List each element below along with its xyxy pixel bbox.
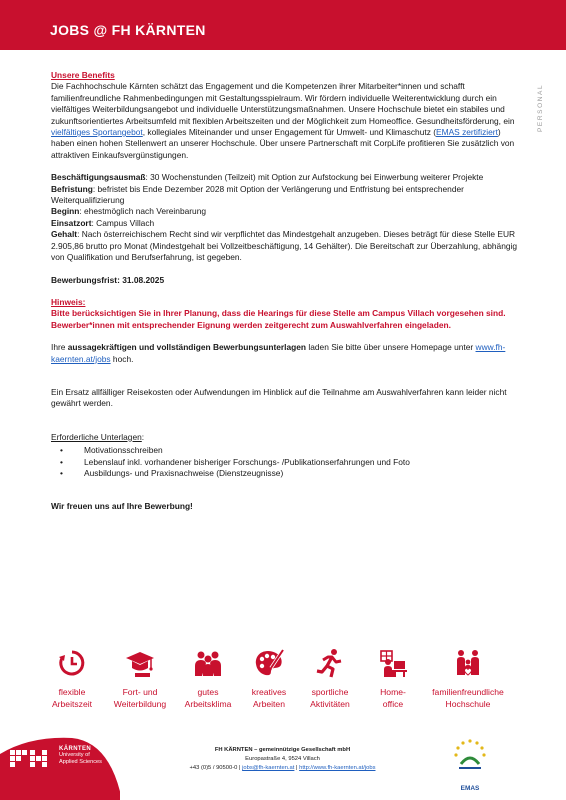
benefits-paragraph: Die Fachhochschule Kärnten schätzt das Engagement und die Kompetenzen ihrer Mitarbeiter*innen und schafft familienfreundliche Rahmenbedingungen mit Gestaltungsspielraum. Wir fördern individuelle Weiterentwicklung durch ein vielfältiges Weiterbildungsangebot und individuelle Unterstützungsmaßnahmen. Unsere Hochschule bietet ein stabiles und zukunftsorientiertes Arbeitsumfeld mit flexiblen Arbeitszeiten und der Möglichkeit zum Homeoffice. Gesundheitsförderung, ein vielfältiges Sportangebot, kollegiales Miteinander und unser Engagement für Umwelt- und Klimaschutz (EMAS zertifiziert) haben einen hohen Stellenwert an unserer Hochschule. Über unsere Partnerschaft mit CorpLife profitieren Sie zusätzlich von attraktiven Einkaufsvergünstigungen. [51,81,515,160]
benefits-heading: Unsere Benefits [51,70,115,80]
costs-note: Ein Ersatz allfälliger Reisekosten oder Aufwendungen im Hinblick auf die Teilnahme am Auswahlverfahren kann leider nicht gewährt werden. [51,386,507,409]
detail-row: Einsatzort: Campus Villach [51,217,155,228]
team-icon [193,648,223,678]
fh-logo-shape [0,734,120,800]
family-icon [453,648,483,678]
graduation-cap-icon [125,648,155,678]
closing-line: Wir freuen uns auf Ihre Bewerbung! [51,501,193,512]
clock-icon [57,648,87,678]
list-item: • Ausbildungs- und Praxisnachweise (Dienstzeugnisse) [51,468,521,479]
page-title: JOBS @ FH KÄRNTEN [50,22,206,38]
benefit-arbeitsklima: gutes Arbeitsklima [168,648,248,710]
sport-link[interactable]: vielfältiges Sportangebot [51,127,143,138]
detail-row: Gehalt: Nach österreichischem Recht sind wir verpflichtet das Mindestgehalt anzugeben. Dieses beträgt für diese Stelle EUR 2.905,86 brutto pro Monat (Mindestgehalt bei Vollzeitbeschäftigung, 14 Gehälter). Die Bereitschaft zur Überzahlung, abhängig von Qualifikation und Berufserfahrung, ist gegeben. [51,229,518,263]
benefit-homeoffice: Home- office [353,648,433,710]
detail-row: Beginn: ehestmöglich nach Vereinbarung [51,206,207,217]
benefit-familie: familienfreundliche Hochschule [418,648,518,710]
list-item: • Lebenslauf inkl. vorhandener bisheriger Forschungs- /Publikationserfahrungen und Foto [51,457,521,468]
benefit-flexible: flexible Arbeitszeit [32,648,112,710]
emas-badge: EMAS [450,738,490,795]
palette-icon [254,648,284,678]
benefit-weiterbildung: Fort- und Weiterbildung [100,648,180,710]
home-office-icon [378,648,408,678]
benefit-icons-row [40,648,530,720]
benefit-sport: sportliche Aktivitäten [290,648,370,710]
footer [0,734,566,800]
hinweis-heading: Hinweis: [51,296,86,307]
jobs-link[interactable]: www.fh-kaernten.at/jobs [51,342,506,364]
main-content [51,70,521,513]
footer-contact [150,746,415,773]
job-details [51,172,521,263]
apply-paragraph: Ihre aussagekräftigen und vollständigen Bewerbungsunterlagen laden Sie bitte über unsere Homepage unter www.fh-kaernten.at/jobs hoch. [51,342,506,364]
header-bar [0,0,566,50]
hinweis-text: Bitte berücksichtigen Sie in Ihrer Planung, dass die Hearings für diese Stelle am Campus Villach vorgesehen sind. Bewerber*innen mit entsprechender Eignung werden zeitgerecht zum Auswahlverfahren eingeladen. [51,308,506,330]
requirements-heading: Erforderliche Unterlagen: [51,431,145,442]
footer-email-link[interactable]: jobs@fh-kaernten.at [242,765,295,771]
footer-address: Europastraße 4, 9524 Villach [245,756,320,762]
benefit-kreativ: kreatives Arbeiten [229,648,309,710]
runner-icon [315,648,345,678]
side-label-text: PERSONAL [537,83,544,132]
fh-logo-text: KÄRNTEN University of Applied Sciences [59,746,102,765]
detail-row: Beschäftigungsausmaß: 30 Wochenstunden (Teilzeit) mit Option zur Aufstockung bei Einwerbung weiterer Projekte [51,172,484,183]
footer-web-link[interactable]: http://www.fh-kaernten.at/jobs [299,765,376,771]
emas-link[interactable]: EMAS zertifiziert [436,127,498,138]
requirements-list [51,445,521,479]
application-deadline: Bewerbungsfrist: 31.08.2025 [51,274,165,285]
detail-row: Befristung: befristet bis Ende Dezember 2028 mit Option der Verlängerung und Entfristung bei entsprechender Weiterqualifizierung [51,183,464,206]
emas-logo-icon [450,738,490,780]
footer-contact-line: +43 (0)5 / 90500-0 | jobs@fh-kaernten.at | http://www.fh-kaernten.at/jobs [189,765,376,771]
footer-org: FH KÄRNTEN – gemeinnützige Gesellschaft mbH [214,747,351,753]
list-item: • Motivationsschreiben [51,445,521,456]
